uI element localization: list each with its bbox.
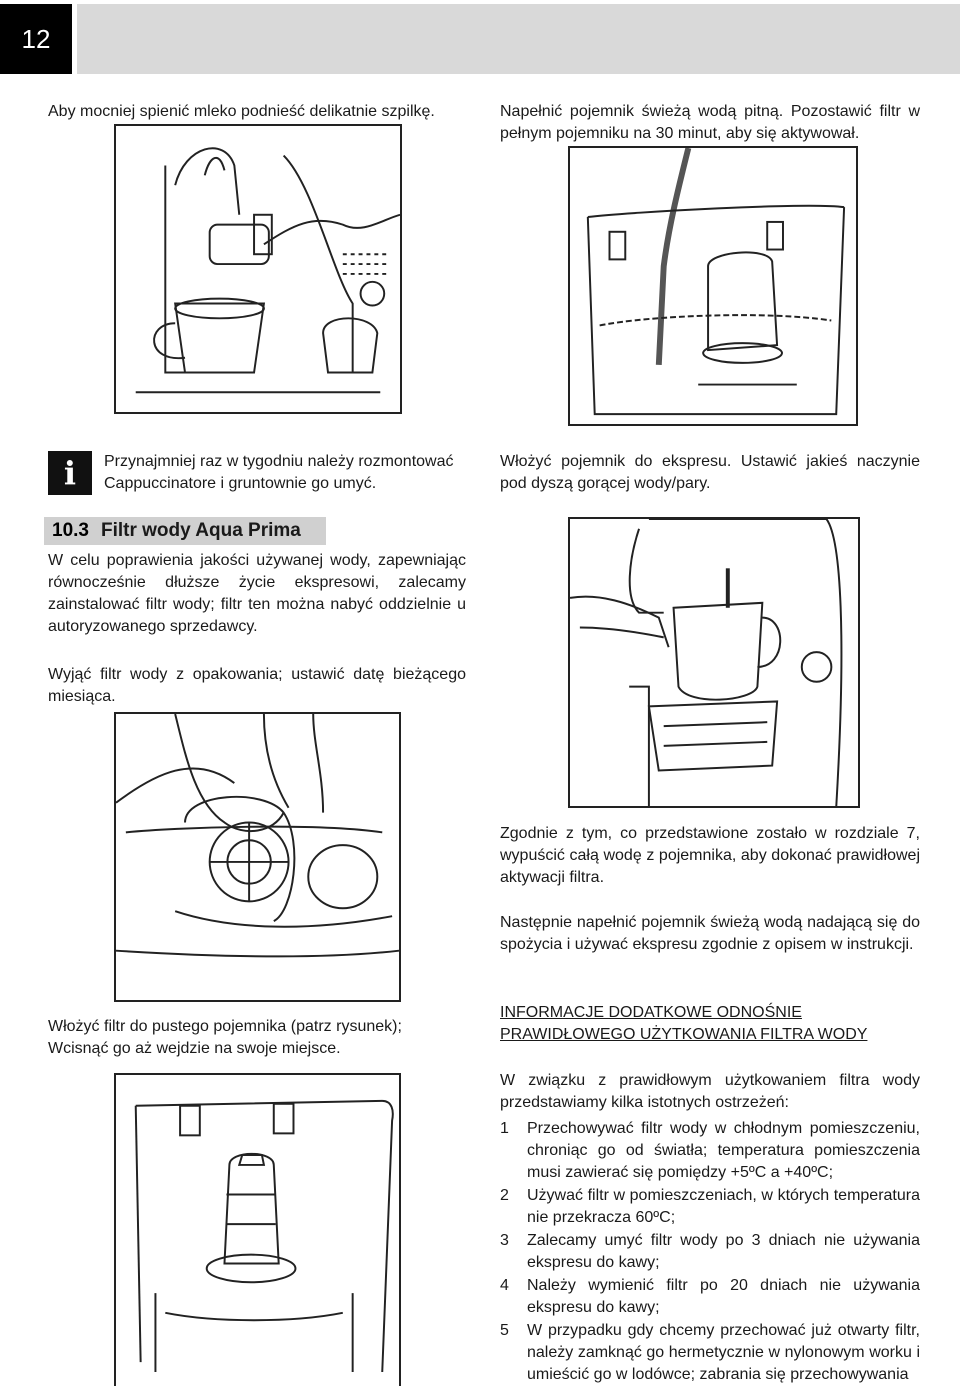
steam-jug-illustration bbox=[568, 517, 860, 808]
notes-heading-line1: INFORMACJE DODATKOWE ODNOŚNIE bbox=[500, 1004, 802, 1021]
fill-tank-illustration bbox=[568, 146, 858, 426]
list-item: 5 W przypadku gdy chcemy przechować już otwarty filtr, należy zamknąć go hermetycznie w nylonowym worku i umieścić go w lodówce; zabrania się przechowywania bbox=[500, 1322, 920, 1383]
refill-instruction: Następnie napełnić pojemnik świeżą wodą nadającą się do spożycia i używać ekspresu zgodnie z opisem w instrukcji. bbox=[500, 914, 920, 953]
unpack-instruction: Wyjąć filtr wody z opakowania; ustawić datę bieżącego miesiąca. bbox=[48, 666, 466, 705]
drain-instruction: Zgodnie z tym, co przedstawione zostało w rozdziale 7, wypuścić całą wodę z pojemnika, aby dokonać prawidłowej aktywacji filtra. bbox=[500, 825, 920, 886]
place-instruction: Włożyć pojemnik do ekspresu. Ustawić jakieś naczynie pod dyszą gorącej wody/pary. bbox=[500, 453, 920, 492]
section-heading bbox=[44, 517, 326, 545]
info-icon: i bbox=[48, 451, 92, 495]
list-item: 3 Zalecamy umyć filtr wody po 3 dniach nie używania ekspresu do kawy; bbox=[500, 1232, 920, 1271]
filter-in-tank-illustration bbox=[114, 1073, 401, 1386]
section-number: 10.3 bbox=[52, 520, 89, 541]
list-item: 1 Przechowywać filtr wody w chłodnym pomieszczeniu, chroniąc go od światła; temperatura pomieszczenia musi zawierać się pomiędzy +5ºC a +40ºC; bbox=[500, 1120, 920, 1181]
list-item: 2 Używać filtr w pomieszczeniach, w których temperatura nie przekracza 60ºC; bbox=[500, 1187, 920, 1226]
page-number: 12 bbox=[0, 4, 72, 74]
filter-date-illustration bbox=[114, 712, 401, 1002]
info-note bbox=[48, 451, 453, 495]
insert-instruction: Włożyć filtr do pustego pojemnika (patrz rysunek); Wcisnąć go aż wejdzie na swoje miejsce. bbox=[48, 1018, 402, 1057]
fill-instruction: Napełnić pojemnik świeżą wodą pitną. Pozostawić filtr w pełnym pojemniku na 30 minut, aby się aktywował. bbox=[500, 103, 920, 142]
list-item: 4 Należy wymienić filtr po 20 dniach nie używania ekspresu do kawy; bbox=[500, 1277, 920, 1316]
section-intro: W celu poprawienia jakości używanej wody, zapewniając równocześnie dłuższe życie ekspresowi, zalecamy zainstalować filtr wody; filtr ten można nabyć oddzielnie u autoryzowanego sprzedawcy. bbox=[48, 552, 466, 635]
info-note-line2: Cappuccinatore i gruntownie go umyć. bbox=[104, 475, 377, 492]
notes-list bbox=[500, 1118, 920, 1387]
info-note-line1: Przynajmniej raz w tygodniu należy rozmontować bbox=[104, 453, 454, 470]
header-bar bbox=[77, 4, 960, 74]
section-title: Filtr wody Aqua Prima bbox=[100, 520, 301, 541]
frother-illustration bbox=[114, 124, 402, 414]
notes-heading-line2: PRAWIDŁOWEGO UŻYTKOWANIA FILTRA WODY bbox=[500, 1026, 868, 1043]
notes-intro: W związku z prawidłowym użytkowaniem filtra wody przedstawiamy kilka istotnych ostrzeżeń: bbox=[500, 1072, 920, 1111]
froth-instruction: Aby mocniej spienić mleko podnieść delikatnie szpilkę. bbox=[48, 103, 435, 120]
notes-heading bbox=[500, 1002, 920, 1046]
